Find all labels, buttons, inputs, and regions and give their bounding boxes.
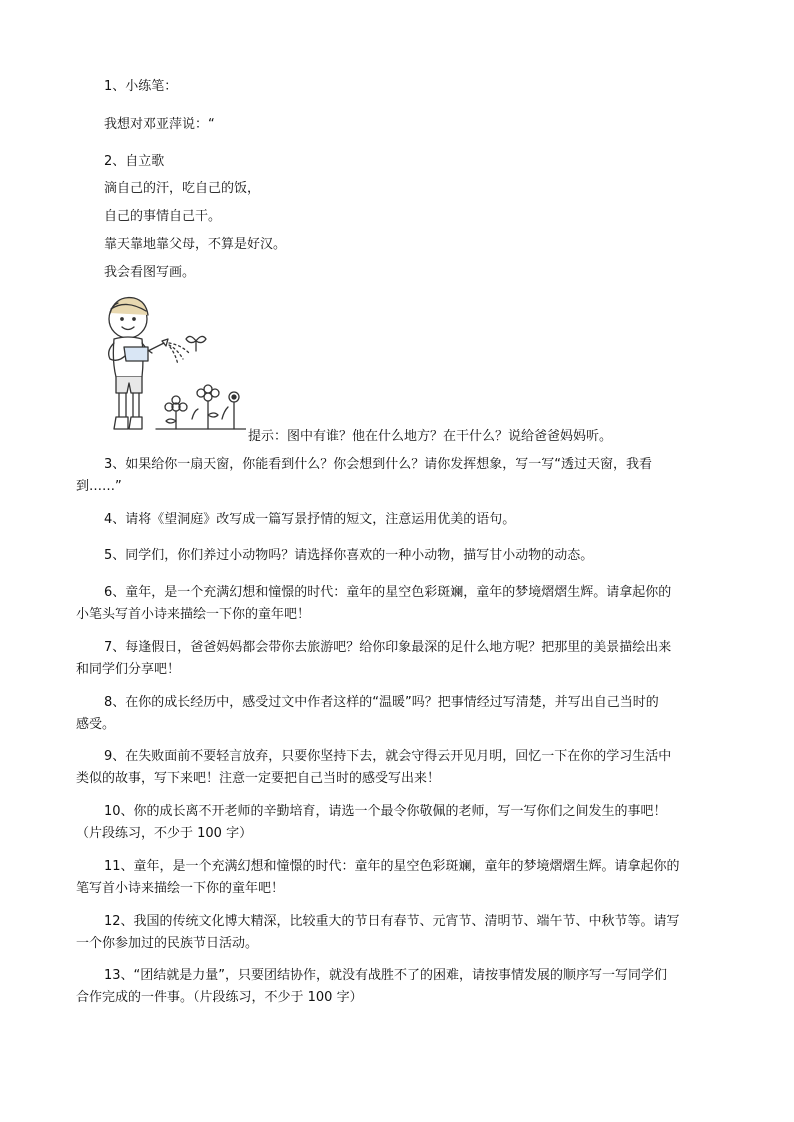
question-11 bbox=[76, 856, 718, 900]
question-line: 11、童年，是一个充满幻想和憧憬的时代：童年的星空色彩斑斓，童年的梦境熠熠生辉。请拿起你的 bbox=[104, 859, 680, 874]
boy-watering-flowers-illustration bbox=[96, 289, 246, 439]
question-7 bbox=[76, 637, 718, 681]
question-line: 12、我国的传统文化博大精深，比较重大的节日有春节、元宵节、清明节、端午节、中秋节等。请写 bbox=[104, 914, 680, 929]
question-line: 小笔头写首小诗来描绘一下你的童年吧！ bbox=[76, 607, 311, 622]
question-line: 合作完成的一件事。（片段练习，不少于 100 字） bbox=[76, 990, 363, 1005]
question-line: 和同学们分享吧！ bbox=[76, 662, 181, 677]
question-line: 4、请将《望洞庭》改写成一篇写景抒情的短文，注意运用优美的语句。 bbox=[104, 512, 516, 527]
question-line: 7、每逢假日，爸爸妈妈都会带你去旅游吧？给你印象最深的足什么地方呢？把那里的美景描绘出来 bbox=[104, 640, 672, 655]
question-6 bbox=[76, 582, 718, 626]
question-line: 类似的故事，写下来吧！注意一定要把自己当时的感受写出来！ bbox=[76, 771, 441, 786]
picture-hint: 提示：图中有谁？他在什么地方？在干什么？说给爸爸妈妈听。 bbox=[248, 429, 613, 444]
poem-line: 滴自己的汗，吃自己的饭， bbox=[104, 181, 261, 196]
practice-line: 我想对邓亚萍说：“ bbox=[104, 117, 215, 132]
question-line: 6、童年，是一个充满幻想和憧憬的时代：童年的星空色彩斑斓，童年的梦境熠熠生辉。请拿起你的 bbox=[104, 585, 672, 600]
question-8 bbox=[76, 692, 718, 736]
question-12 bbox=[76, 911, 718, 955]
question-4 bbox=[76, 509, 718, 531]
question-line: 感受。 bbox=[76, 717, 116, 732]
poem-line: 靠天靠地靠父母，不算是好汉。 bbox=[104, 237, 287, 252]
question-line: 8、在你的成长经历中，感受过文中作者这样的“温暖”吗？把事情经过写清楚，并写出自己当时的 bbox=[104, 695, 659, 710]
question-line: （片段练习，不少于 100 字） bbox=[76, 826, 253, 841]
question-line: 到……” bbox=[76, 479, 122, 494]
poem-heading: 2、自立歌 bbox=[104, 154, 165, 169]
practice-heading: 1、小练笔： bbox=[104, 79, 178, 94]
question-line: 9、在失败面前不要轻言放弃，只要你坚持下去，就会守得云开见月明，回忆一下在你的学习生活中 bbox=[104, 749, 672, 764]
question-line: 10、你的成长离不开老师的辛勤培育，请选一个最令你敬佩的老师，写一写你们之间发生的事吧！ bbox=[104, 804, 667, 819]
question-line: 3、如果给你一扇天窗，你能看到什么？你会想到什么？请你发挥想象，写一写“透过天窗，我看 bbox=[104, 457, 653, 472]
question-line: 笔写首小诗来描绘一下你的童年吧！ bbox=[76, 881, 285, 896]
question-9 bbox=[76, 746, 718, 790]
question-10 bbox=[76, 801, 718, 845]
question-3 bbox=[76, 454, 718, 498]
picture-heading: 我会看图写画。 bbox=[104, 265, 196, 280]
question-line: 5、同学们，你们养过小动物吗？请选择你喜欢的一种小动物，描写甘小动物的动态。 bbox=[104, 548, 594, 563]
question-line: 一个你参加过的民族节日活动。 bbox=[76, 936, 259, 951]
question-line: 13、“团结就是力量”，只要团结协作，就没有战胜不了的困难，请按事情发展的顺序写一写同学们 bbox=[104, 968, 668, 983]
poem-line: 自己的事情自己干。 bbox=[104, 209, 222, 224]
question-13 bbox=[76, 965, 718, 1009]
question-5 bbox=[76, 545, 718, 567]
